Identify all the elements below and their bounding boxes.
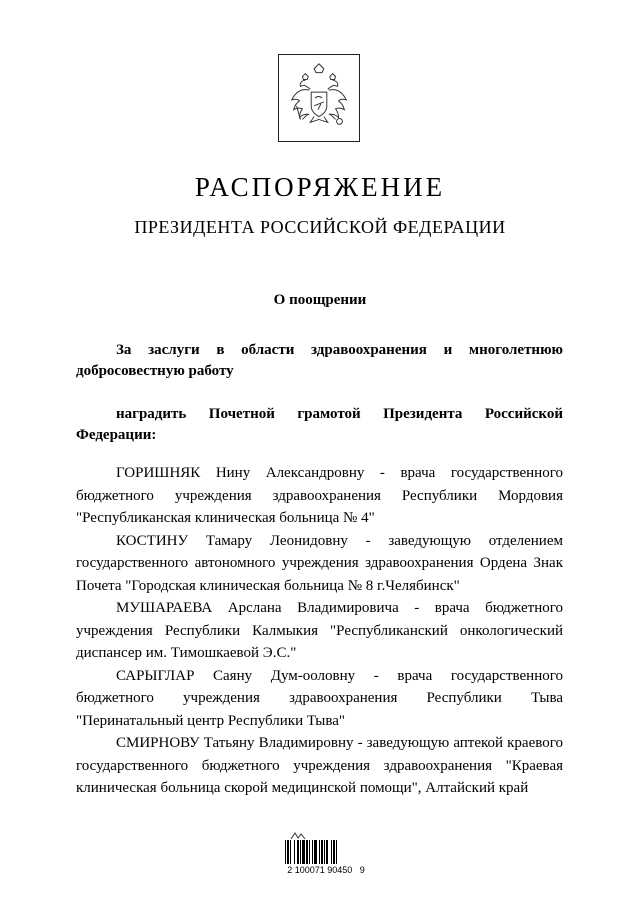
barcode-bar — [287, 840, 289, 864]
document-heading: О поощрении — [273, 292, 367, 308]
awardee-item: КОСТИНУ Тамару Леонидовну - заведующую отделением государственного автономного учреждения здравоохранения Ордена Знак Почета "Городская клиническая больница № 8 г.Челябинск" — [76, 532, 563, 594]
barcode-mark-icon — [290, 828, 306, 838]
barcode-bar — [285, 840, 286, 864]
awardee-list — [76, 462, 563, 800]
barcode-bar — [324, 840, 325, 864]
barcode-bar — [333, 840, 335, 864]
barcode-icon — [285, 840, 361, 864]
barcode-bar — [312, 840, 313, 864]
awardee-item: СМИРНОВУ Татьяну Владимировну - заведующую аптекой краевого государственного бюджетного учреждения здравоохранения "Краевая клиническая больница скорой медицинской помощи", Алтайский край — [76, 735, 563, 796]
barcode-bar — [314, 840, 317, 864]
barcode-bar — [302, 840, 305, 864]
preamble-paragraph: За заслуги в области здравоохранения и многолетнюю добросовестную работу — [76, 342, 563, 379]
awardee-item: ГОРИШНЯК Нину Александровну - врача государственного бюджетного учреждения здравоохранения Республики Мордовия "Республиканская клиническая больница № 4" — [76, 465, 563, 526]
decision-paragraph: наградить Почетной грамотой Президента Российской Федерации: — [76, 406, 563, 443]
barcode-bar — [321, 840, 323, 864]
barcode-bar — [294, 840, 295, 864]
barcode-bar — [297, 840, 299, 864]
double-headed-eagle-icon — [279, 55, 359, 141]
barcode-bar — [319, 840, 320, 864]
document-subtitle: ПРЕЗИДЕНТА РОССИЙСКОЙ ФЕДЕРАЦИИ — [134, 217, 506, 237]
awardee-item: САРЫГЛАР Саяну Дум-ооловну - врача государственного бюджетного учреждения здравоохранения Республики Тыва "Перинатальный центр Республики Тыва" — [76, 667, 563, 729]
awardee-item: МУШАРАЕВА Арслана Владимировича - врача бюджетного учреждения Республики Калмыкия "Республиканский онкологический диспансер им. Тимошкаевой Э.С." — [76, 600, 563, 661]
coat-of-arms-emblem — [278, 54, 360, 142]
barcode-bar — [309, 840, 310, 864]
barcode-bar — [326, 840, 328, 864]
document-title: РАСПОРЯЖЕНИЕ — [194, 172, 446, 202]
barcode-number: 2 100071 90450 9 — [287, 865, 365, 875]
barcode-bar — [331, 840, 332, 864]
barcode-bar — [300, 840, 301, 864]
barcode-bar — [336, 840, 337, 864]
barcode-bar — [306, 840, 308, 864]
barcode-bar — [290, 840, 291, 864]
